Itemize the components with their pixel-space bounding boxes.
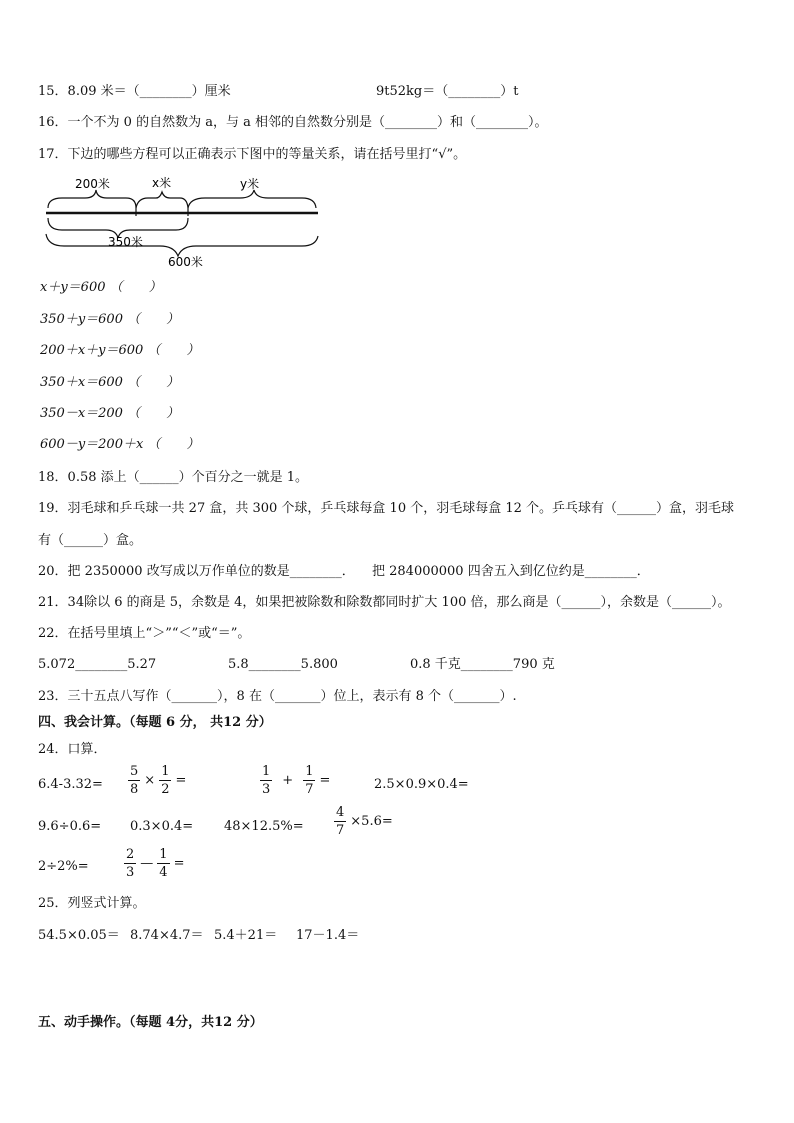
section-5-heading: 五、动手操作。（每题 4分，共12 分） xyxy=(38,1015,263,1030)
q17-option-2: 350＋y＝600 （ ） xyxy=(40,312,180,327)
q25-stem: 25．列竖式计算。 xyxy=(38,896,146,911)
q17-stem: 17．下边的哪些方程可以正确表示下图中的等量关系，请在括号里打“√”。 xyxy=(38,147,467,162)
label-600m: 600米 xyxy=(168,255,203,269)
q22-a: 5.072________5.27 xyxy=(38,657,157,672)
q24-r1a: 6.4-3.32= xyxy=(38,777,103,792)
q24-r2a: 9.6÷0.6= xyxy=(38,819,102,834)
q19-line2: 有（______）盒。 xyxy=(38,533,143,548)
q20-right: 把 284000000 四舍五入到亿位约是________． xyxy=(372,564,650,579)
q16: 16．一个不为 0 的自然数为 a，与 a 相邻的自然数分别是（________）和（________）。 xyxy=(38,115,548,130)
q24-stem: 24．口算． xyxy=(38,742,107,757)
q17-option-6: 600－y＝200＋x （ ） xyxy=(40,437,200,452)
q21: 21．34除以 6 的商是 5，余数是 4，如果把被除数和除数都同时扩大 100 倍，那么商是（______），余数是（______）。 xyxy=(38,595,731,610)
q19-line1: 19．羽毛球和乒乓球一共 27 盒，共 300 个球，乒乓球每盒 10 个，羽毛球每盒 12 个。乒乓球有（______）盒，羽毛球 xyxy=(38,501,735,516)
q15-left: 15．8.09 米＝（________）厘米 xyxy=(38,84,231,99)
label-y: y米 xyxy=(240,177,260,191)
q25-c: 5.4＋21＝ xyxy=(214,928,278,943)
segment-diagram xyxy=(40,168,330,270)
q22-stem: 22．在括号里填上“＞”“＜”或“＝”。 xyxy=(38,626,251,641)
q24-r1b: $\frac{5}{8}$ × $\frac{1}{2}$ = xyxy=(130,764,187,797)
label-350m: 350米 xyxy=(108,235,143,249)
q24-r1c: $\frac{1}{3}$ + $\frac{1}{7}$ = xyxy=(262,764,331,797)
q15-right: 9t52kg＝（________）t xyxy=(376,84,519,99)
q22-c: 0.8 千克________790 克 xyxy=(410,657,555,672)
q17-option-5: 350－x＝200 （ ） xyxy=(40,406,180,421)
q17-option-1: x＋y＝600 （ ） xyxy=(40,280,162,295)
q24-r3b: $\frac{2}{3}$ — $\frac{1}{4}$ = xyxy=(126,847,185,880)
q25-d: 17－1.4＝ xyxy=(296,928,360,943)
q23: 23．三十五点八写作（_______），8 在（_______）位上，表示有 8 个（_______）. xyxy=(38,689,517,704)
q24-r2d: $\frac{4}{7}$ ×5.6= xyxy=(336,805,393,838)
q17-option-4: 350＋x＝600 （ ） xyxy=(40,375,180,390)
q24-r2b: 0.3×0.4= xyxy=(130,819,194,834)
q24-r3a: 2÷2%= xyxy=(38,859,89,874)
label-200m: 200米 xyxy=(75,177,110,191)
label-x: x米 xyxy=(152,176,172,190)
section-4-heading: 四、我会计算。（每题 6 分， 共12 分） xyxy=(38,715,272,730)
q24-r1d: 2.5×0.9×0.4= xyxy=(374,777,469,792)
q24-r2c: 48×12.5%= xyxy=(224,819,304,834)
q18: 18．0.58 添上（______）个百分之一就是 1。 xyxy=(38,470,309,485)
q25-b: 8.74×4.7＝ xyxy=(130,928,204,943)
q25-a: 54.5×0.05＝ xyxy=(38,928,120,943)
q20-left: 20．把 2350000 改写成以万作单位的数是________． xyxy=(38,564,355,579)
q17-option-3: 200＋x＋y＝600 （ ） xyxy=(40,343,200,358)
q22-b: 5.8________5.800 xyxy=(228,657,338,672)
